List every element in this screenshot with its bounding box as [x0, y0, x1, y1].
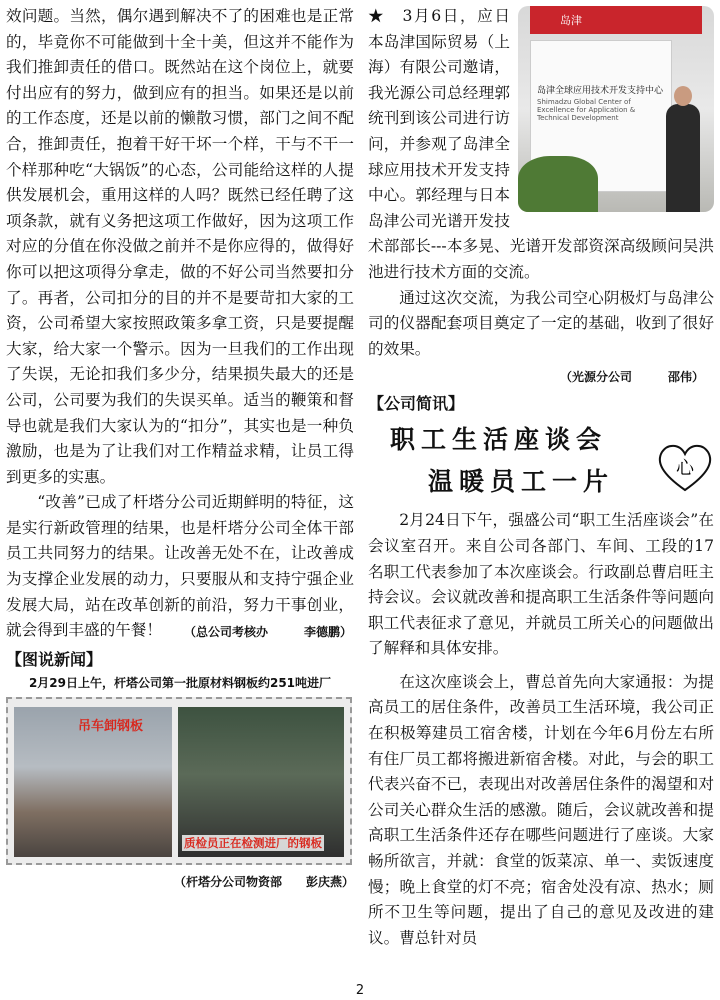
article-byline: （总公司考核办 李德鹏） [183, 624, 352, 639]
sign-text: 岛津全球应用技术开发支持中心 [537, 86, 664, 96]
article-paragraph: ★ 3月6日，应日本岛津国际贸易（上海）有限公司邀请，我光源公司总经理郭统刊到该公司进行访问，并参观了岛津全球应用技术开发支持中心。郭经理与日本岛津公司光谱开发技术部部长---本多晃、光谱开发部资深高级顾问吴洪池进行技术方面的交流。 [368, 7, 714, 281]
shimadzu-logo-text: 岛津 [560, 14, 582, 27]
heart-icon [654, 440, 716, 494]
photo-byline: （杆塔分公司物资部 彭庆燕） [173, 875, 354, 890]
shimadzu-logo-banner [530, 6, 702, 34]
photo-strip [6, 697, 352, 865]
article-paragraph: 通过这次交流，为我公司空心阴极灯与岛津公司的仪器配套项目奠定了一定的基础，收到了很好的效果。 [368, 288, 714, 358]
photo-label: 质检员正在检测进厂的钢板 [184, 836, 322, 851]
person-head [674, 86, 692, 106]
article-paragraph: 2月24日下午，强盛公司“职工生活座谈会”在会议室召开。来自公司各部门、车间、工段的17名职工代表参加了本次座谈会。行政副总曹启旺主持会议。会议就改善和提高职工生活条件等问题向职工代表征求了意见，并就员工所关心的问题做出了解释和具体安排。 [368, 511, 714, 658]
heart-char: 心 [676, 458, 694, 479]
inspector-photo [178, 707, 344, 857]
section-heading-company-news: 【公司简讯】 [368, 394, 465, 414]
article-paragraph: 效问题。当然，偶尔遇到解决不了的困难也是正常的，毕竟你不可能做到十全十美，但这并不能作为我们推卸责任的借口。既然站在这个岗位上，就要付出应有的努力，做到应有的担当。如果还是以前的工作态度，还是以前的懒散习惯，部门之间不配合，推卸责任，抱着干好干坏一个样，干与不干一个样那种吃“大锅饭”的心态，公司能给这样的人提供发展机会，重用这样的人吗？既然已经任聘了这项条款，就有义务把这项工作做好，因为这项工作对应的分值在你没做之前并不是你应得的，做得好你可以把这项得分拿走，做的不好公司当然要扣分了。再者，公司扣分的目的并不是要苛扣大家的工资，公司希望大家按照政策多拿工资，只是要提醒大家，给大家一个警示。因为一旦我们的工作出现了失误，无论扣我们多少分，结果损失最大的还是公司，公司要为我们的失误买单。适当的鞭策和督导也就是我们大家认为的“扣分”，其实也是一种负激励，也是为了让我们对工作精益求精，让员工得到更多的实惠。 [6, 7, 354, 486]
visit-photo [518, 6, 714, 212]
headline-line-1: 职工生活座谈会 [390, 425, 608, 455]
section-heading-photo-news: 【图说新闻】 [6, 650, 103, 670]
article-byline: （光源分公司 邵伟） [559, 370, 704, 385]
person [666, 104, 700, 212]
left-column [6, 4, 354, 890]
page-number: 2 [355, 983, 365, 998]
photo-caption: 2月29日上午，杆塔公司第一批原材料钢板约251吨进厂 [28, 676, 332, 691]
crane-unloading-photo [14, 707, 172, 857]
photo-label: 吊车卸钢板 [78, 719, 144, 735]
heart-outline-icon [654, 440, 716, 494]
sign-text-en: Shimadzu Global Center of Excellence for Application & Technical Development [537, 98, 636, 122]
article-paragraph: “改善”已成了杆塔分公司近期鲜明的特征，这是实行新政管理的结果，也是杆塔分公司全体干部员工共同努力的结果。让改善无处不在，让改善成为支撑企业发展的动力，只要服从和支持宁强企业发展大局，站在改革创新的前沿，努力干事创业，就会得到丰盛的午餐！ [6, 493, 354, 640]
article-paragraph: 在这次座谈会上，曹总首先向大家通报：为提高员工的居住条件，改善员工生活环境，我公司正在积极筹建员工宿舍楼，计划在今年6月份左右所有住厂员工都将搬进新宿舍楼。对此，与会的职工代表兴奋不已，表现出对改善居住条件的渴望和对公司关心群众生活的感激。随后，会议就改善和提高职工生活条件还存在哪些问题进行了座谈。大家畅所欲言，并就：食堂的饭菜凉、单一、卖饭速度慢；晚上食堂的灯不亮；宿舍处没有凉、热水；厕所不卫生等问题，提出了自己的意见及改进的建议。曹总针对员 [368, 672, 714, 947]
headline-line-2: 温暖员工一片 [428, 467, 615, 497]
plant [518, 156, 598, 212]
